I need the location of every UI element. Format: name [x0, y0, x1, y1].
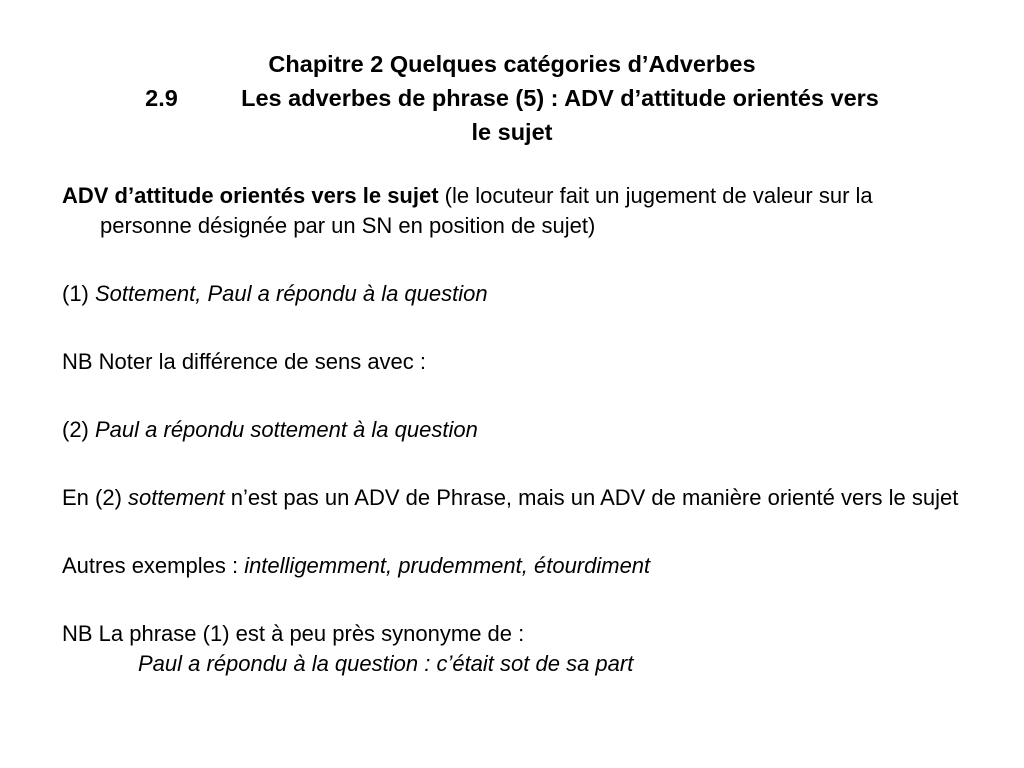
example-2-number: (2) — [62, 417, 95, 442]
synonym-example: Paul a répondu à la question : c’était sot de sa part — [138, 651, 634, 676]
example-2-text: Paul a répondu sottement à la question — [95, 417, 478, 442]
explanation-text: n’est pas un ADV de Phrase, mais un ADV de manière orienté vers le sujet — [224, 485, 959, 510]
title-line-3: le sujet — [471, 119, 553, 145]
explanation-paragraph — [62, 483, 962, 513]
section-number: 2.9 — [145, 85, 178, 111]
slide-body — [62, 181, 962, 679]
other-examples — [62, 551, 962, 581]
example-1 — [62, 279, 962, 309]
example-1-text: Sottement, Paul a répondu à la question — [95, 281, 488, 306]
other-examples-list: intelligemment, prudemment, étourdiment — [244, 553, 651, 578]
slide-title — [60, 47, 964, 149]
explanation-prefix: En (2) — [62, 485, 129, 510]
definition-term: ADV d’attitude orientés vers le sujet — [62, 183, 439, 208]
section-title: Les adverbes de phrase (5) : ADV d’attitude orientés vers — [241, 85, 879, 111]
note-synonym-text: NB La phrase (1) est à peu près synonyme de : — [62, 621, 525, 646]
definition-text: (le locuteur fait un jugement de valeur sur la personne désignée par un SN en position de sujet) — [100, 183, 873, 238]
example-1-number: (1) — [62, 281, 95, 306]
title-line-2 — [60, 81, 964, 115]
title-line-1: Chapitre 2 Quelques catégories d’Adverbes — [268, 51, 756, 77]
other-examples-label: Autres exemples : — [62, 553, 245, 578]
note-synonym — [62, 619, 962, 679]
example-2 — [62, 415, 962, 445]
definition-paragraph — [62, 181, 962, 241]
note-difference: NB Noter la différence de sens avec : — [62, 349, 427, 374]
explanation-term: sottement — [128, 485, 225, 510]
